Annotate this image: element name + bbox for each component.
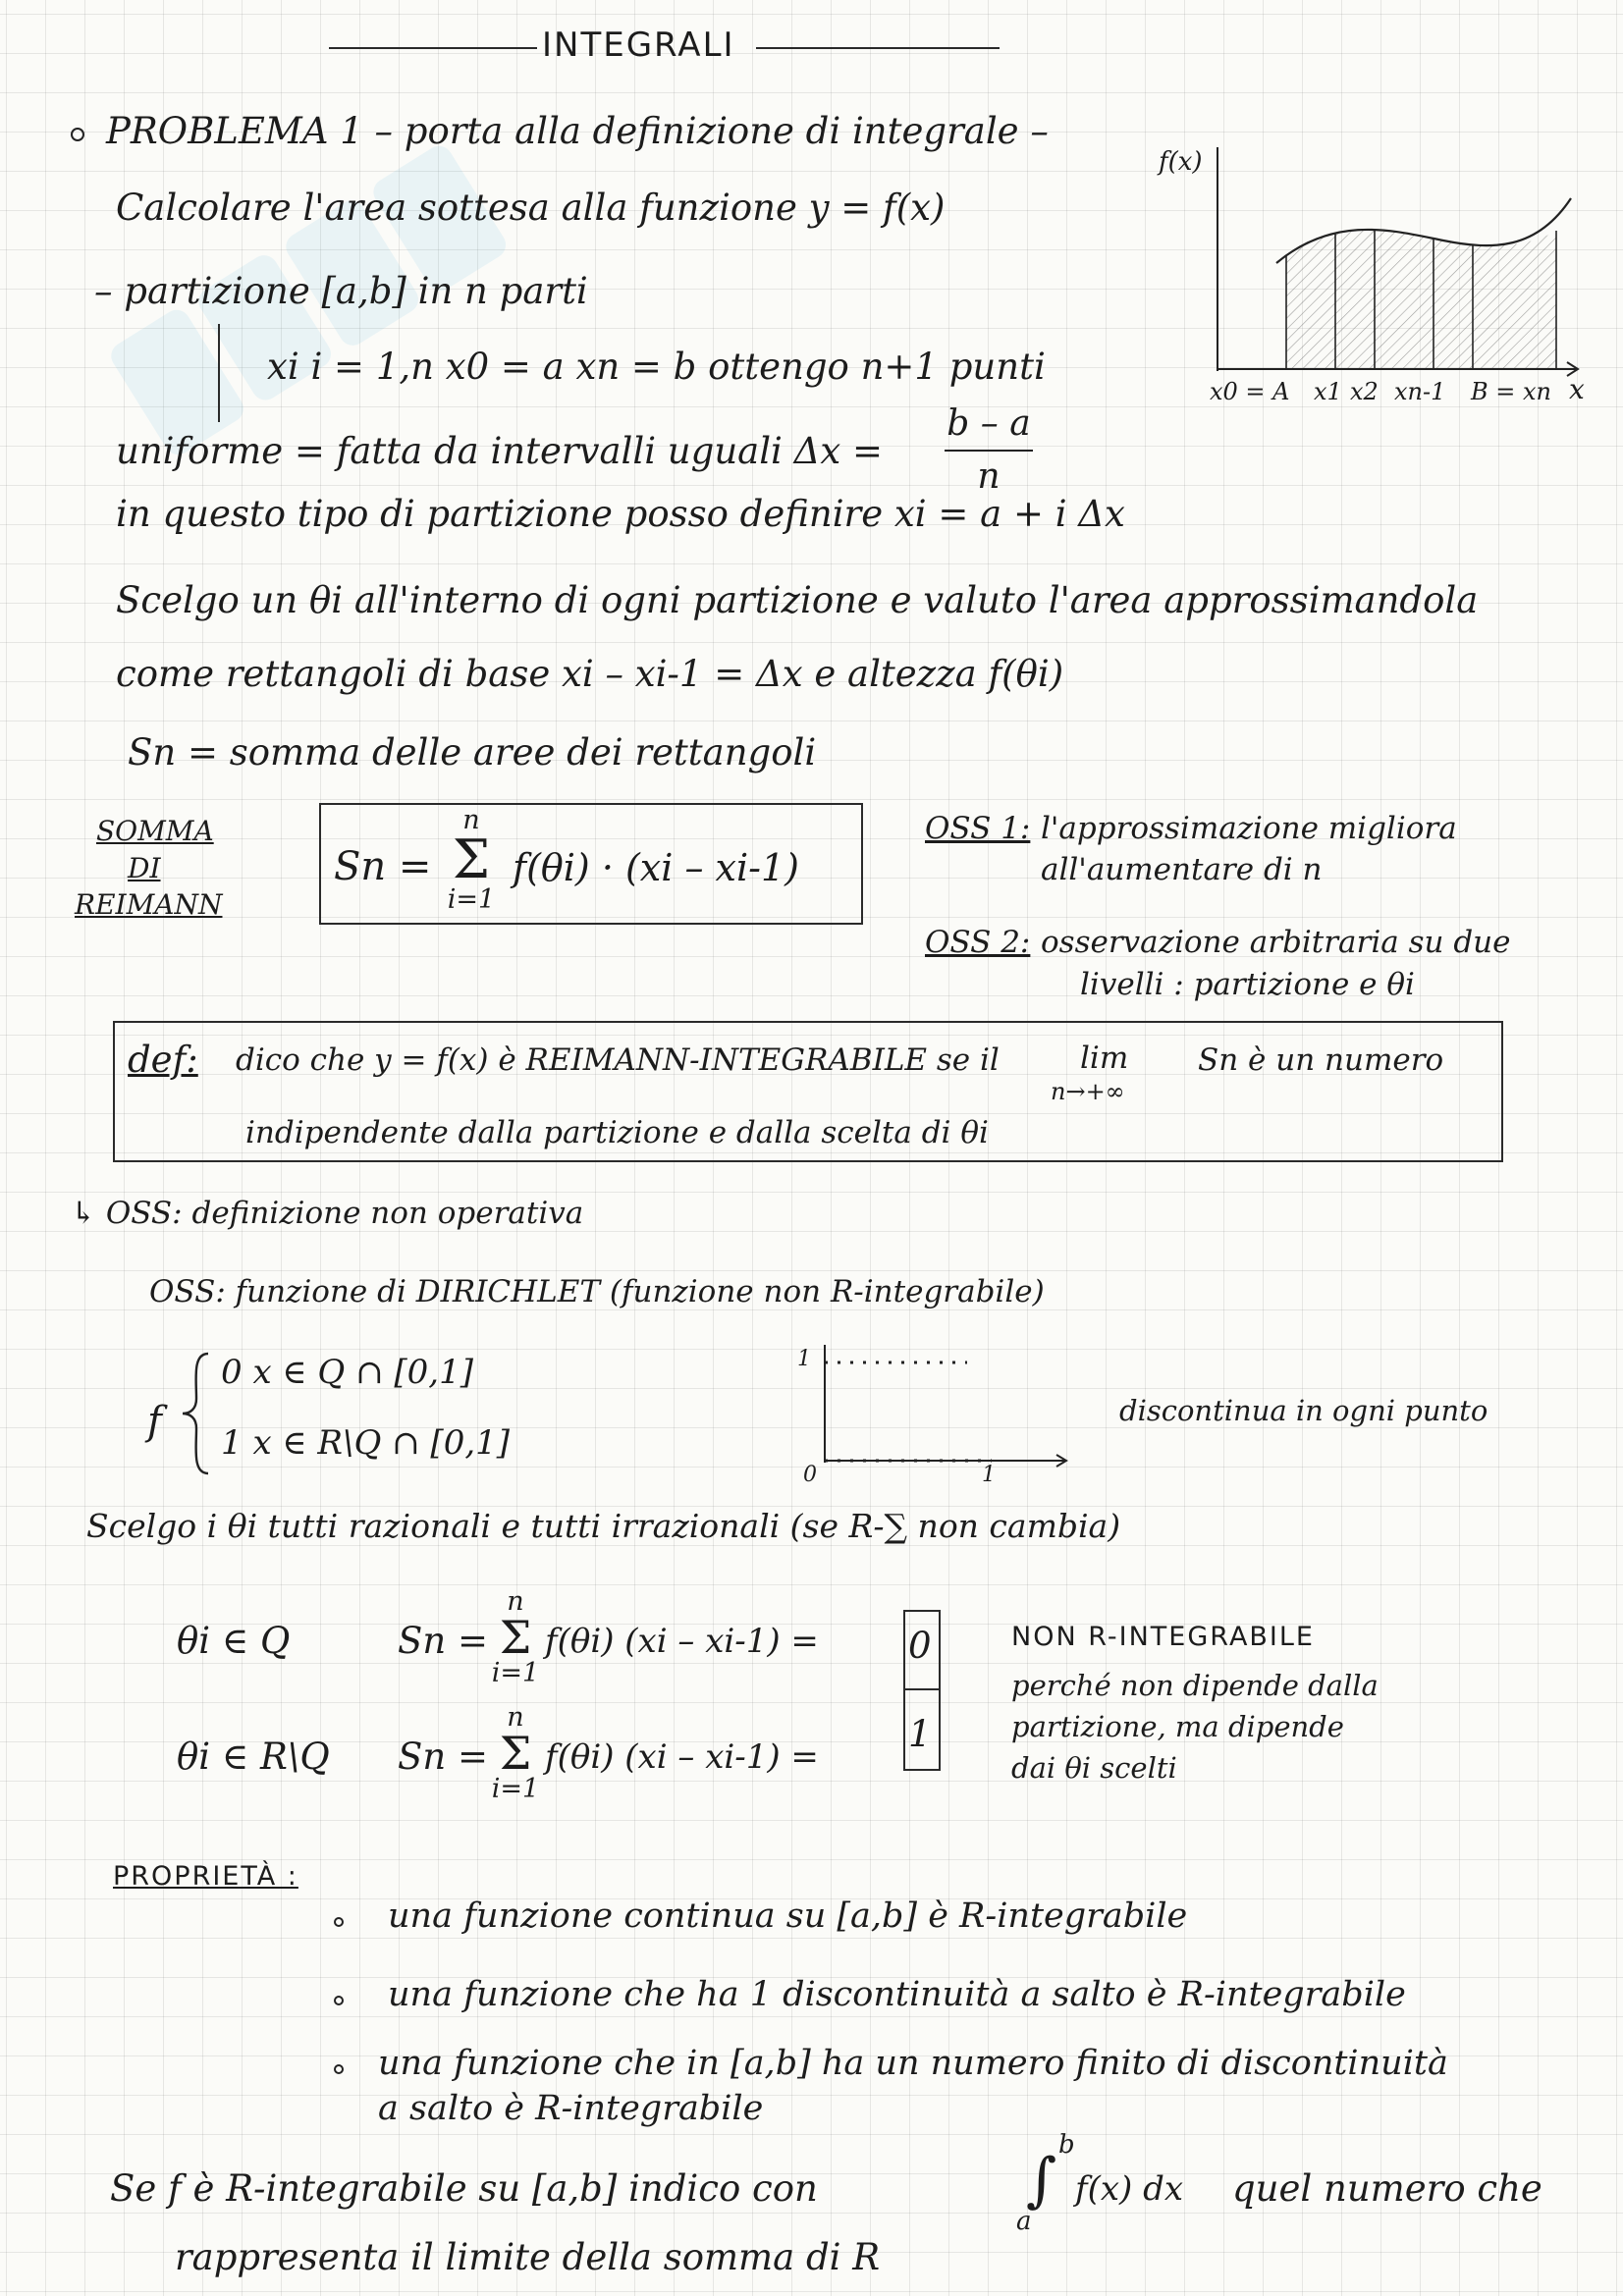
bullet [334, 1917, 344, 1927]
oss1-text-1: l'approssimazione migliora [1041, 811, 1457, 846]
non-r-integrabile-title: NON R-INTEGRABILE [1011, 1622, 1315, 1652]
property-item-1: una funzione continua su [a,b] è R-integrabile [388, 1896, 1188, 1936]
sum-lower: i=1 [447, 884, 496, 915]
title-rule-left [329, 47, 537, 49]
property-item-3: una funzione che in [a,b] ha un numero finito di discontinuità [378, 2044, 1448, 2083]
plot-label-x-one: 1 [982, 1463, 996, 1487]
problem-uniform-line: uniforme = fatta da intervalli uguali Δx = [116, 430, 883, 472]
final-text-2: rappresenta il limite della somma di R [175, 2236, 881, 2278]
properties-heading: PROPRIETÀ : [113, 1861, 298, 1892]
case-brace [179, 1350, 214, 1477]
integral-sign: ∫ [1026, 2146, 1057, 2215]
row1-sum-upper: n [507, 1586, 524, 1617]
graph-x-label: x [1569, 373, 1585, 405]
problem-partition-line: – partizione [a,b] in n parti [94, 270, 588, 312]
dirichlet-f: f [147, 1399, 162, 1444]
property-item-2: una funzione che ha 1 discontinuità a salto è R-integrabile [388, 1975, 1406, 2014]
riemann-label-2: DI [128, 852, 161, 884]
oss2-label: OSS 2: [925, 925, 1031, 960]
problem-xi-line: in questo tipo di partizione posso definire xi = a + i Δx [116, 493, 1125, 535]
graph-tick-x1: x1 [1314, 378, 1342, 405]
definition-lim: lim [1080, 1041, 1129, 1076]
dirichlet-case-1: 0 x ∈ Q ∩ [0,1] [221, 1353, 473, 1392]
result-value-0: 0 [908, 1625, 932, 1667]
definition-text-1a: dico che y = f(x) è REIMANN-INTEGRABILE se il [236, 1042, 1000, 1078]
plot-label-zero: 0 [803, 1463, 817, 1487]
delta-fraction [945, 400, 1033, 501]
final-text-1b: quel numero che [1232, 2167, 1542, 2210]
riemann-summand: f(θi) · (xi – xi-1) [513, 846, 799, 889]
oss2-text-1: osservazione arbitraria su due [1041, 925, 1511, 960]
riemann-label-1: SOMMA [96, 815, 214, 847]
fraction-numerator: b – a [947, 403, 1031, 444]
plot-label-one: 1 [797, 1347, 811, 1371]
bullet [334, 2064, 344, 2074]
definition-text-2: indipendente dalla partizione e dalla scelta di θi [245, 1115, 989, 1150]
bullet [71, 128, 84, 141]
sum-upper: n [462, 805, 480, 835]
graph-tick-xn: B = xn [1471, 378, 1551, 405]
title-rule-right [756, 47, 1000, 49]
final-text-1a: Se f è R-integrabile su [a,b] indico con [110, 2167, 818, 2210]
definition-lim-sub: n→+∞ [1051, 1078, 1125, 1105]
bracket-line [218, 324, 220, 422]
shaded-area [1286, 230, 1556, 369]
integrand: f(x) dx [1075, 2169, 1184, 2209]
oss1-text-2: all'aumentare di n [1041, 852, 1323, 887]
problem-points-line: xi i = 1,n x0 = a xn = b ottengo n+1 punti [267, 346, 1046, 388]
graph-tick-x0: x0 = A [1210, 378, 1290, 405]
riemann-lhs: Sn = [334, 844, 432, 889]
riemann-label-3: REIMANN [75, 888, 223, 921]
graph-tick-xn1: xn-1 [1394, 378, 1446, 405]
problem-heading: PROBLEMA 1 – porta alla definizione di integrale – [106, 110, 1049, 152]
graph-tick-x2: x2 [1350, 378, 1379, 405]
oss1-label: OSS 1: [925, 811, 1031, 846]
definition-text-1b: Sn è un numero [1198, 1042, 1444, 1078]
row1-sum-lower: i=1 [491, 1658, 540, 1688]
problem-sn-line: Sn = somma delle aree dei rettangoli [128, 731, 817, 774]
result-value-1: 1 [908, 1713, 932, 1755]
problem-rect-line: come rettangoli di base xi – xi-1 = Δx e altezza f(θi) [116, 653, 1064, 695]
non-r-text-2: partizione, ma dipende [1011, 1710, 1344, 1743]
problem-choose-line: Scelgo un θi all'interno di ogni partizione e valuto l'area approssimandola [116, 579, 1479, 621]
dirichlet-note: discontinua in ogni punto [1119, 1394, 1488, 1427]
row1-sn: Sn = [398, 1620, 488, 1662]
oss-non-operativa: ↳ OSS: definizione non operativa [71, 1196, 584, 1231]
fraction-denominator: n [977, 456, 1001, 497]
row1-summand: f(θi) (xi – xi-1) = [545, 1622, 819, 1661]
problem-area-line: Calcolare l'area sottesa alla funzione y = f(x) [116, 187, 946, 229]
graph-y-label: f(x) [1159, 147, 1203, 177]
row2-sum-lower: i=1 [491, 1774, 540, 1804]
page-title: INTEGRALI [542, 26, 735, 65]
bullet [334, 1996, 344, 2005]
row2-sn: Sn = [398, 1735, 488, 1778]
dirichlet-case-2: 1 x ∈ R\Q ∩ [0,1] [221, 1423, 511, 1463]
definition-label: def: [128, 1039, 198, 1081]
oss-dirichlet: OSS: funzione di DIRICHLET (funzione non R-integrabile) [149, 1274, 1045, 1309]
non-r-text-1: perché non dipende dalla [1011, 1669, 1379, 1702]
dirichlet-plot [805, 1335, 1080, 1472]
result-box-divider [903, 1688, 939, 1690]
property-item-3-cont: a salto è R-integrabile [378, 2089, 764, 2128]
non-r-text-3: dai θi scelti [1011, 1751, 1177, 1785]
row1-sigma: n Σ i=1 [491, 1586, 540, 1688]
riemann-sigma: n Σ i=1 [442, 807, 501, 913]
dirichlet-choose-line: Scelgo i θi tutti razionali e tutti irrazionali (se R-∑ non cambia) [86, 1507, 1121, 1545]
integral-upper: b [1058, 2130, 1075, 2160]
row1-left: θi ∈ Q [177, 1620, 291, 1662]
row2-summand: f(θi) (xi – xi-1) = [545, 1737, 819, 1777]
oss2-text-2: livelli : partizione e θi [1080, 967, 1415, 1002]
row2-sum-upper: n [507, 1702, 524, 1733]
row2-left: θi ∈ R\Q [177, 1735, 330, 1778]
integral-lower: a [1016, 2207, 1032, 2236]
row2-sigma: n Σ i=1 [491, 1702, 540, 1804]
